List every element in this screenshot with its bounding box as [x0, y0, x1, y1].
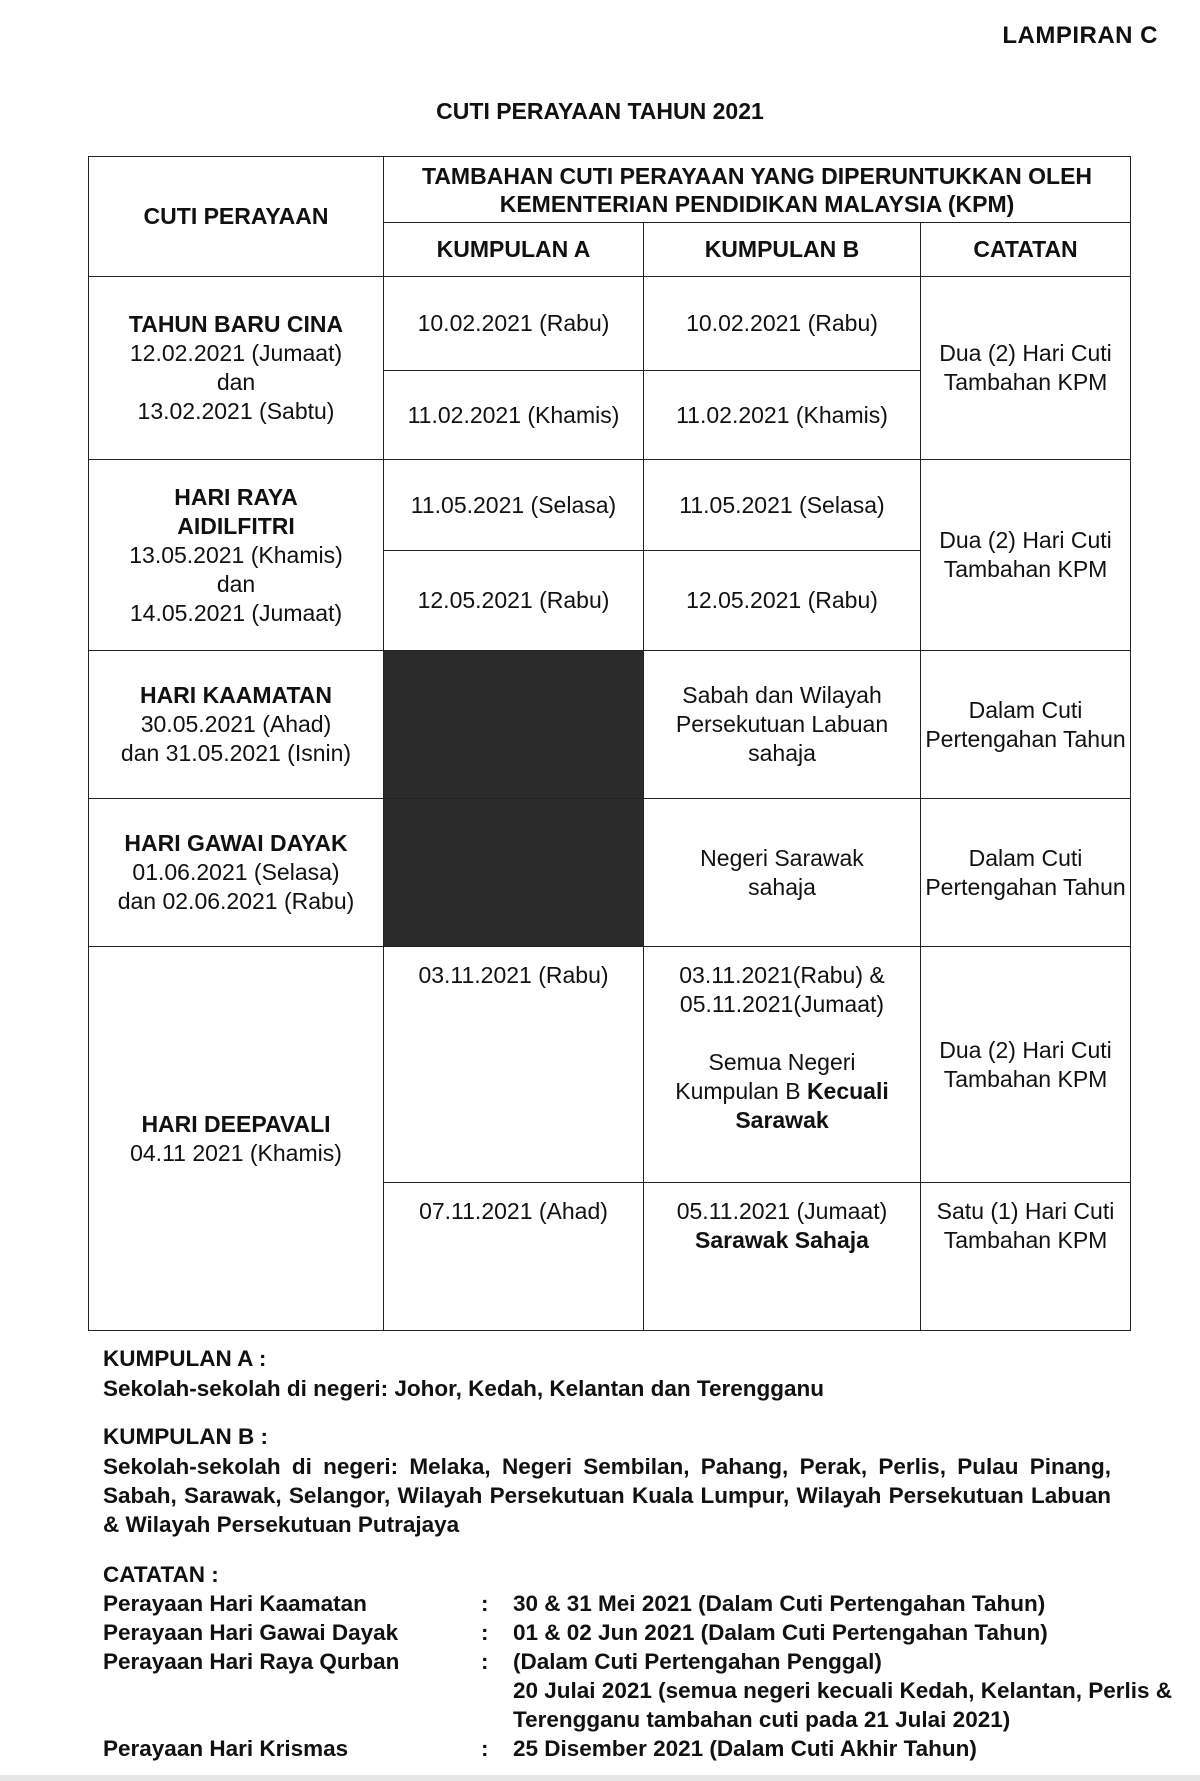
cell-a: 11.05.2021 (Selasa) [384, 460, 644, 551]
header-kumpulan-b: KUMPULAN B [644, 223, 921, 277]
note-value: 20 Julai 2021 (semua negeri kecuali Kedah, Kelantan, Perlis & Terengganu tambahan cuti pada 21 Julai 2021) [513, 1678, 1173, 1732]
cell-a: 03.11.2021 (Rabu) [384, 947, 644, 1183]
festival-date: 13.02.2021 (Sabtu) [137, 398, 335, 424]
festival-kaamatan [89, 651, 384, 799]
cell-catatan: Dua (2) Hari Cuti Tambahan KPM [921, 460, 1131, 651]
header-kpm-additional: TAMBAHAN CUTI PERAYAAN YANG DIPERUNTUKKAN OLEH KEMENTERIAN PENDIDIKAN MALAYSIA (KPM) [384, 157, 1131, 223]
cell-b-text-bold: Kecuali [806, 1078, 889, 1104]
cell-b: 11.02.2021 (Khamis) [644, 371, 921, 460]
cell-b [644, 947, 921, 1183]
note-sep: : [481, 1620, 489, 1645]
note-value: 01 & 02 Jun 2021 (Dalam Cuti Pertengahan Tahun) [513, 1620, 1048, 1645]
cell-b-line: 05.11.2021 (Jumaat) [676, 1198, 888, 1224]
cell-catatan: Dalam Cuti Pertengahan Tahun [921, 799, 1131, 947]
cell-b: 11.05.2021 (Selasa) [644, 460, 921, 551]
festival-cny [89, 277, 384, 460]
note-row [103, 1589, 1193, 1618]
header-kumpulan-a: KUMPULAN A [384, 223, 644, 277]
festival-name: TAHUN BARU CINA [128, 311, 344, 337]
note-row [103, 1734, 1193, 1763]
cell-b-line: 03.11.2021(Rabu) & [679, 962, 885, 988]
festival-date: dan 31.05.2021 (Isnin) [120, 740, 352, 766]
cell-b [644, 1183, 921, 1331]
header-festival: CUTI PERAYAAN [89, 157, 384, 277]
legend-title: KUMPULAN B : [103, 1424, 268, 1449]
cell-a: 12.05.2021 (Rabu) [384, 551, 644, 651]
cell-b-line [648, 1077, 916, 1106]
note-row [103, 1647, 1193, 1676]
festival-gawai [89, 799, 384, 947]
festival-date: 30.05.2021 (Ahad) [140, 711, 332, 737]
festival-deepavali [89, 947, 384, 1331]
page-bottom-edge [0, 1775, 1200, 1781]
festival-raya [89, 460, 384, 651]
legend-text: Sekolah-sekolah di negeri: Johor, Kedah, Kelantan dan Terengganu [103, 1376, 824, 1401]
festival-name: HARI GAWAI DAYAK [124, 830, 348, 856]
header-catatan: CATATAN [921, 223, 1131, 277]
cell-b: 12.05.2021 (Rabu) [644, 551, 921, 651]
festival-date: dan 02.06.2021 (Rabu) [117, 888, 355, 914]
festival-dan: dan [216, 369, 256, 395]
cell-a-shaded [384, 799, 644, 947]
cell-catatan: Dua (2) Hari Cuti Tambahan KPM [921, 277, 1131, 460]
cell-catatan: Satu (1) Hari Cuti Tambahan KPM [921, 1183, 1131, 1331]
note-value: 25 Disember 2021 (Dalam Cuti Akhir Tahun) [513, 1736, 977, 1761]
festival-date: 04.11 2021 (Khamis) [130, 1139, 342, 1166]
legend-catatan-title: CATATAN : [103, 1562, 219, 1587]
note-sep: : [481, 1649, 489, 1674]
note-sep [481, 1676, 513, 1734]
legend-title: KUMPULAN A : [103, 1346, 267, 1371]
festival-date: 14.05.2021 (Jumaat) [129, 599, 343, 626]
festival-date: 12.02.2021 (Jumaat) [129, 340, 343, 366]
notes-list [103, 1589, 1193, 1763]
note-label: Perayaan Hari Raya Qurban [103, 1649, 400, 1674]
cell-a: 11.02.2021 (Khamis) [384, 371, 644, 460]
note-label: Perayaan Hari Krismas [103, 1736, 349, 1761]
page-title: CUTI PERAYAAN TAHUN 2021 [436, 98, 764, 124]
cell-b-text: Kumpulan B [675, 1078, 807, 1104]
cell-a: 10.02.2021 (Rabu) [384, 277, 644, 371]
note-sep: : [481, 1736, 489, 1761]
note-row [103, 1618, 1193, 1647]
cell-b-line: 05.11.2021(Jumaat) [679, 991, 885, 1017]
cell-catatan: Dalam Cuti Pertengahan Tahun [921, 651, 1131, 799]
cell-a: 07.11.2021 (Ahad) [384, 1183, 644, 1331]
festival-name: AIDILFITRI [177, 512, 295, 539]
cell-a-shaded [384, 651, 644, 799]
festival-name: HARI RAYA [174, 483, 298, 510]
note-row [103, 1676, 1193, 1734]
cell-b-line: Sarawak Sahaja [695, 1227, 869, 1253]
note-label: Perayaan Hari Kaamatan [103, 1591, 367, 1616]
legend-kumpulan-b [103, 1422, 1183, 1539]
attachment-label: LAMPIRAN C [1002, 22, 1158, 49]
festival-dan: dan [216, 570, 256, 597]
cell-b-line: Semua Negeri [708, 1049, 856, 1075]
note-value: (Dalam Cuti Pertengahan Penggal) [513, 1649, 882, 1674]
cell-b: Negeri Sarawak sahaja [644, 799, 921, 947]
note-sep: : [481, 1591, 489, 1616]
note-value: 30 & 31 Mei 2021 (Dalam Cuti Pertengahan Tahun) [513, 1591, 1046, 1616]
festival-name: HARI DEEPAVALI [141, 1110, 331, 1137]
festival-date: 13.05.2021 (Khamis) [129, 541, 343, 568]
legend-text: Sekolah-sekolah di negeri: Melaka, Negeri Sembilan, Pahang, Perak, Perlis, Pulau Pinang, Sabah, Sarawak, Selangor, Wilayah Persekutuan Kuala Lumpur, Wilayah Persekutuan Labuan & Wilayah Persekutuan Putrajaya [103, 1454, 1111, 1537]
note-label [103, 1676, 481, 1734]
cell-b: 10.02.2021 (Rabu) [644, 277, 921, 371]
legend-kumpulan-a [103, 1344, 1183, 1403]
note-label: Perayaan Hari Gawai Dayak [103, 1620, 399, 1645]
festival-name: HARI KAAMATAN [139, 682, 333, 708]
cell-b: Sabah dan Wilayah Persekutuan Labuan sahaja [644, 651, 921, 799]
festival-date: 01.06.2021 (Selasa) [132, 859, 340, 885]
holiday-table [88, 156, 1131, 1331]
cell-catatan: Dua (2) Hari Cuti Tambahan KPM [921, 947, 1131, 1183]
cell-b-line: Sarawak [735, 1107, 829, 1133]
